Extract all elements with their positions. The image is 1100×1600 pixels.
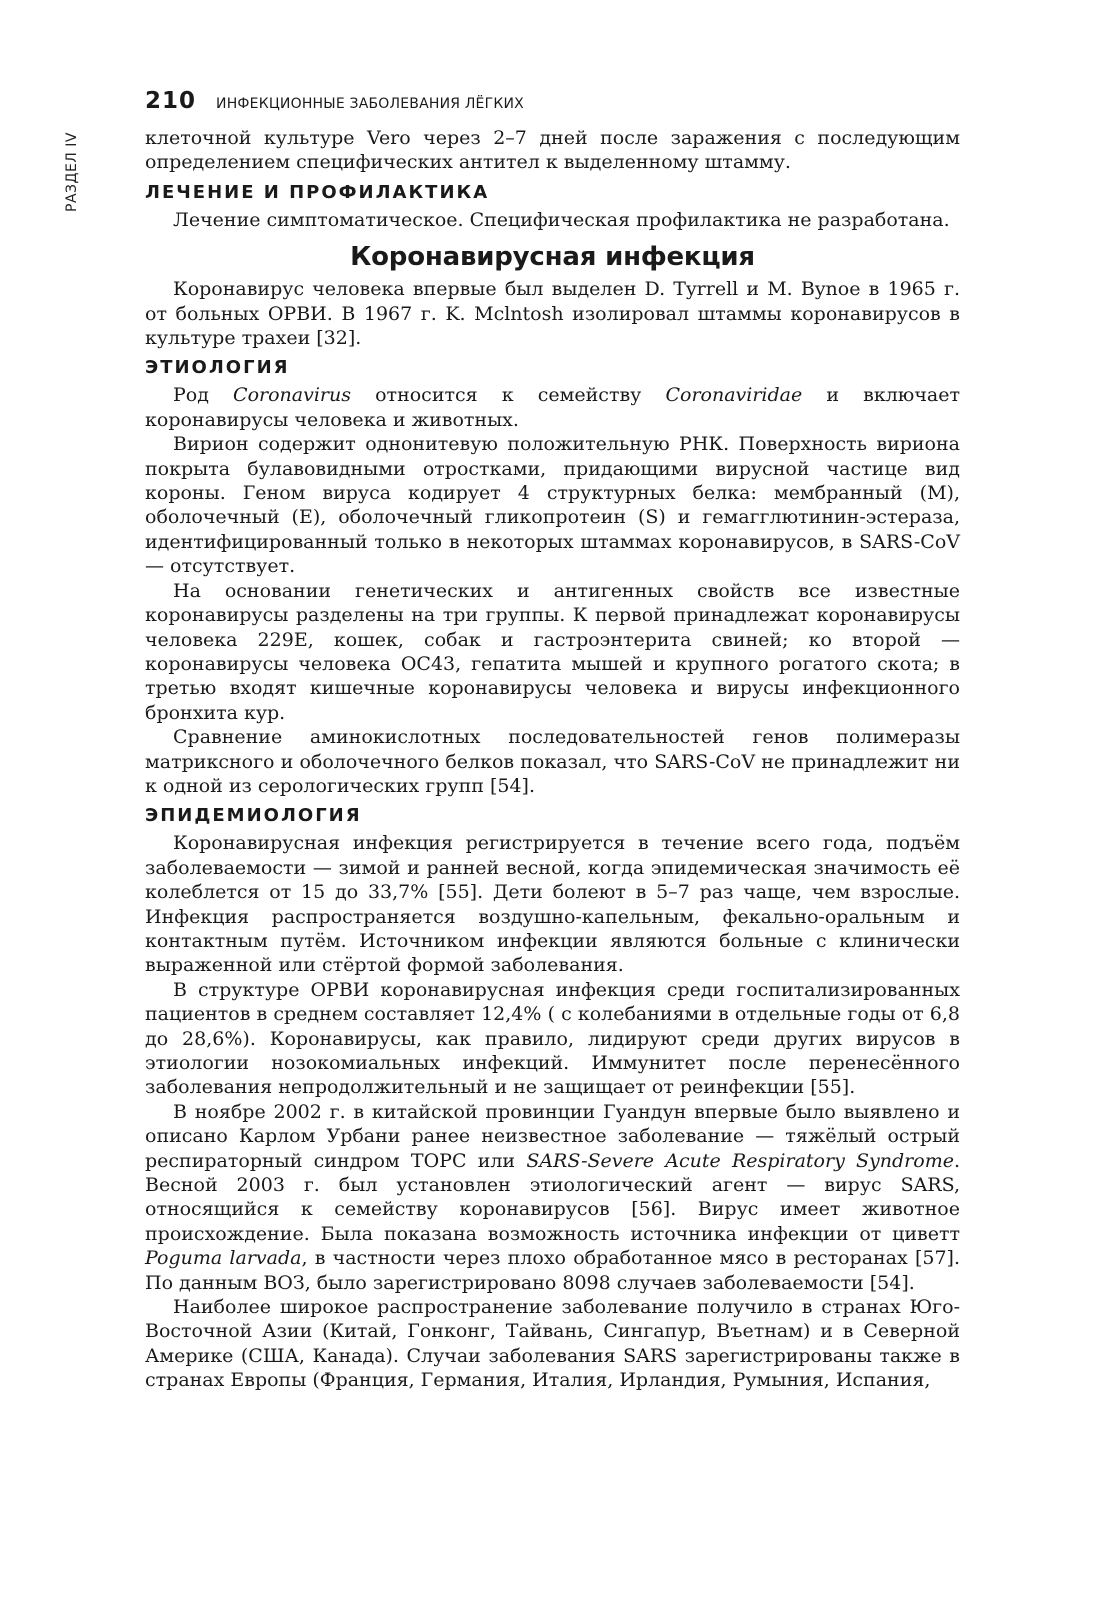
page-body	[145, 126, 960, 1393]
family-name: Coronaviridae	[665, 384, 803, 407]
paragraph-etiology-3: На основании генетических и антигенных свойств все известные коронавирусы разделены на три группы. К первой принадлежат коронавирусы человека 229E, кошек, собак и гастроэнтерита свиней; ко второй — коронавирусы человека OC43, гепатита мышей и крупного рогатого скота; в третью входят кишечные коронавирусы человека и вирусы инфекционного бронхита кур.	[145, 579, 960, 724]
paragraph-etiology-2: Вирион содержит однонитевую положительную РНК. Поверхность вириона покрыта булавовидными отростками, придающими вирусной частице вид короны. Геном вируса кодирует 4 структурных белка: мембранный (M), оболочечный (E), оболочечный гликопротеин (S) и гемагглютинин-эстераза, идентифицированный только в некоторых штаммах коронавирусов, в SARS-CoV — отсутствует.	[145, 433, 960, 578]
page-number: 210	[145, 88, 197, 114]
heading-epidemiology: ЭПИДЕМИОЛОГИЯ	[145, 805, 362, 827]
paragraph-epidemiology-2: В структуре ОРВИ коронавирусная инфекция среди госпитализированных пациентов в среднем составляет 12,4% ( с колебаниями в отдельные годы от 6,8 до 28,6%). Коронавирусы, как правило, лидируют среди других вирусов в этиологии нозокомиальных инфекций. Иммунитет после перенесённого заболевания непродолжительный и не защищает от реинфекции [55].	[145, 978, 960, 1099]
paragraph-epidemiology-4: Наиболее широкое распространение заболевание получило в странах Юго-Восточной Азии (Китай, Гонконг, Тайвань, Сингапур, Въетнам) и в Северной Америке (США, Канада). Случаи заболевания SARS зарегистрированы также в странах Европы (Франция, Германия, Италия, Ирландия, Румыния, Испания,	[145, 1296, 960, 1392]
paragraph-treatment: Лечение симптоматическое. Специфическая профилактика не разработана.	[173, 208, 950, 231]
running-header	[145, 88, 524, 114]
paragraph-intro: клеточной культуре Vero через 2–7 дней после заражения с последующим определением специфических антител к выделенному штамму.	[145, 127, 960, 174]
chapter-title: Коронавирусная инфекция	[350, 242, 755, 273]
heading-etiology: ЭТИОЛОГИЯ	[145, 357, 290, 379]
paragraph-etiology-4: Сравнение аминокислотных последовательностей генов полимеразы матриксного и оболочечного белков показал, что SARS-CoV не принадлежит ни к одной из серологических групп [54].	[145, 726, 960, 797]
running-title: ИНФЕКЦИОННЫЕ ЗАБОЛЕВАНИЯ ЛЁГКИХ	[216, 96, 524, 112]
paragraph-history: Коронавирус человека впервые был выделен D. Tyrrell и M. Bynoe в 1965 г. от больных ОРВИ. В 1967 г. K. Mclntosh изолировал штаммы коронавирусов в культуре трахеи [32].	[145, 278, 960, 350]
section-side-label: РАЗДЕЛ IV	[64, 132, 80, 212]
paragraph-epidemiology-3: В ноябре 2002 г. в китайской провинции Гуандун впервые было выявлено и описано Карлом Урбани ранее неизвестное заболевание — тяжёлый острый респираторный синдром ТОРС или SARS-Severe Acute Respiratory Syndrome. Весной 2003 г. был установлен этиологический агент — вирус SARS, относящийся к семейству коронавирусов [56]. Вирус имеет животное происхождение. Была показана возможность источника инфекции от циветт Poguma larvada, в частности через плохо обработанное мясо в ресторанах [57]. По данным ВОЗ, было зарегистрировано 8098 случаев заболеваемости [54].	[145, 1100, 960, 1294]
heading-treatment: ЛЕЧЕНИЕ И ПРОФИЛАКТИКА	[145, 181, 490, 203]
paragraph-etiology-1: Род Coronavirus относится к семейству Coronaviridae и включает коронавирусы человека и животных.	[145, 384, 960, 431]
paragraph-epidemiology-1: Коронавирусная инфекция регистрируется в течение всего года, подъём заболеваемости — зимой и ранней весной, когда эпидемическая значимость её колеблется от 15 до 33,7% [55]. Дети болеют в 5–7 раз чаще, чем взрослые. Инфекция распространяется воздушно-капельным, фекально-оральным и контактным путём. Источником инфекции являются больные с клинически выраженной или стёртой формой заболевания.	[145, 832, 960, 977]
species-name: Poguma larvada	[145, 1247, 302, 1270]
syndrome-name: SARS-Severe Acute Respiratory Syndrome	[526, 1149, 954, 1172]
genus-name: Coronavirus	[233, 384, 351, 407]
